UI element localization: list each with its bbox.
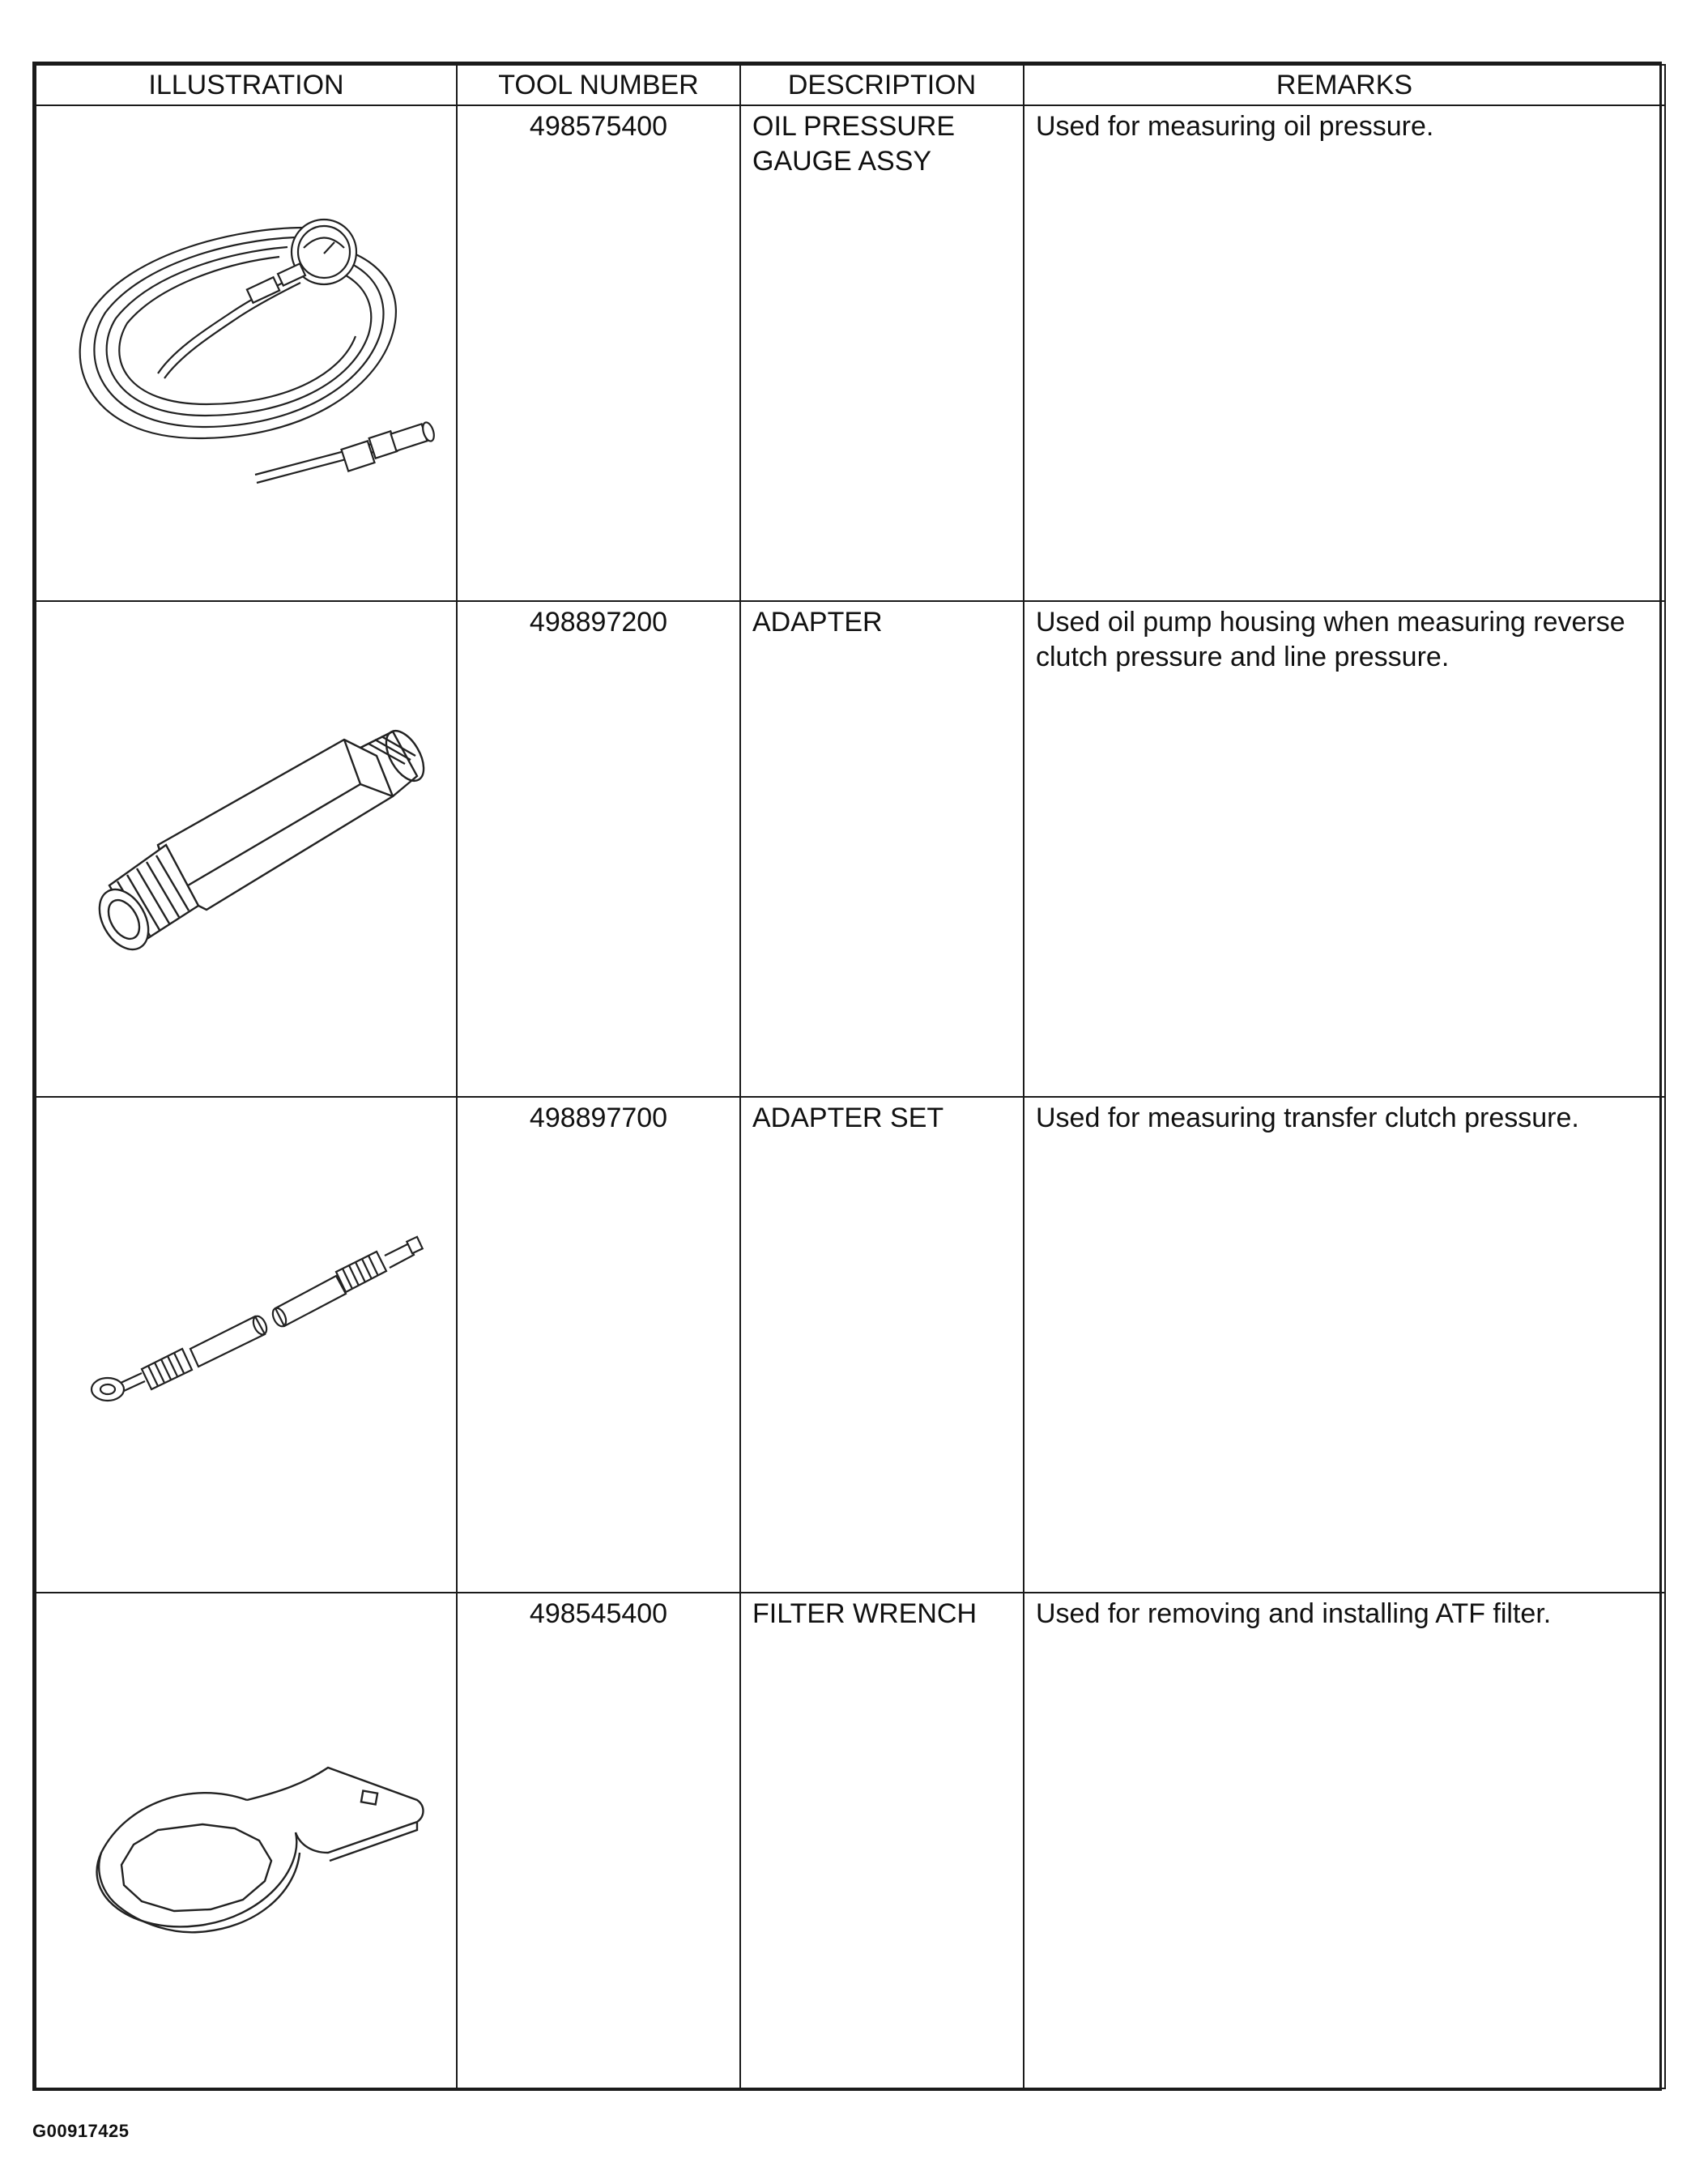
oil-pressure-gauge-icon — [36, 106, 454, 600]
special-tools-table — [35, 64, 1666, 2089]
illustration-cell — [36, 1593, 457, 2088]
tool-number-cell: 498545400 — [457, 1593, 740, 2088]
table-row — [36, 105, 1665, 601]
table-row — [36, 601, 1665, 1097]
figure-id-label: G00917425 — [32, 2121, 130, 2141]
table-row — [36, 1097, 1665, 1593]
description-cell — [740, 601, 1024, 1097]
tool-number-cell: 498897200 — [457, 601, 740, 1097]
filter-wrench-icon — [36, 1593, 454, 2088]
description-line: GAUGE ASSY — [752, 146, 932, 177]
description-cell — [740, 1593, 1024, 2088]
header-description: DESCRIPTION — [740, 65, 1024, 105]
remarks-cell: Used for removing and installing ATF filter. — [1024, 1593, 1665, 2088]
description-line: ADAPTER SET — [752, 1103, 944, 1133]
description-line: ADAPTER — [752, 607, 883, 638]
adapter-icon — [36, 602, 454, 1096]
remarks-cell: Used oil pump housing when measuring reverse clutch pressure and line pressure. — [1024, 601, 1665, 1097]
description-cell — [740, 105, 1024, 601]
table-header-row — [36, 65, 1665, 105]
illustration-cell — [36, 1097, 457, 1593]
header-illustration: ILLUSTRATION — [36, 65, 457, 105]
adapter-set-icon — [36, 1098, 454, 1592]
remarks-cell: Used for measuring oil pressure. — [1024, 105, 1665, 601]
description-cell — [740, 1097, 1024, 1593]
remarks-cell: Used for measuring transfer clutch pressure. — [1024, 1097, 1665, 1593]
illustration-cell — [36, 601, 457, 1097]
description-line: FILTER WRENCH — [752, 1598, 978, 1629]
tool-table-frame — [32, 62, 1662, 2091]
illustration-cell — [36, 105, 457, 601]
header-tool-number: TOOL NUMBER — [457, 65, 740, 105]
header-remarks: REMARKS — [1024, 65, 1665, 105]
table-row — [36, 1593, 1665, 2088]
description-line: OIL PRESSURE — [752, 111, 956, 142]
tool-number-cell: 498575400 — [457, 105, 740, 601]
tool-number-cell: 498897700 — [457, 1097, 740, 1593]
